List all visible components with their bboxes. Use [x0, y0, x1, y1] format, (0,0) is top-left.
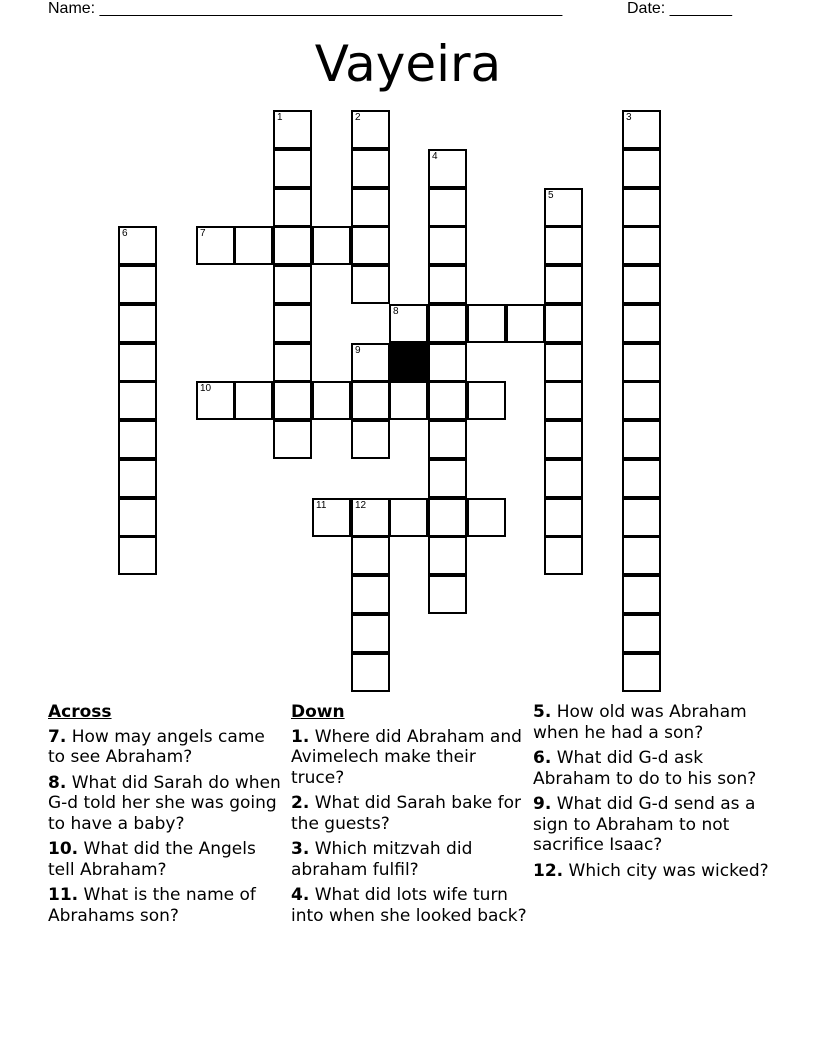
crossword-cell[interactable]	[312, 381, 351, 420]
crossword-cell[interactable]	[389, 381, 428, 420]
crossword-cell[interactable]	[118, 265, 157, 304]
crossword-cell[interactable]	[351, 653, 390, 692]
crossword-cell[interactable]	[544, 381, 583, 420]
crossword-cell[interactable]	[622, 536, 661, 575]
down-heading: Down	[291, 702, 345, 722]
crossword-cell[interactable]	[428, 265, 467, 304]
clue-item	[533, 861, 773, 882]
crossword-cell[interactable]	[389, 498, 428, 537]
crossword-cell[interactable]	[428, 343, 467, 382]
crossword-cell[interactable]	[312, 226, 351, 265]
crossword-cell[interactable]	[622, 265, 661, 304]
crossword-cell[interactable]	[622, 653, 661, 692]
crossword-cell[interactable]	[428, 420, 467, 459]
crossword-cell[interactable]	[118, 304, 157, 343]
clue-item	[533, 794, 773, 856]
clue-text: How may angels came to see Abraham?	[48, 726, 265, 767]
clue-text: What did the Angels tell Abraham?	[48, 839, 256, 880]
crossword-cell[interactable]	[428, 381, 467, 420]
clue-item	[48, 773, 284, 835]
clue-num: 1.	[291, 726, 310, 747]
crossword-cell[interactable]	[196, 381, 235, 420]
crossword-cell[interactable]	[622, 226, 661, 265]
clue-num: 9.	[533, 794, 552, 814]
across-clue-list	[48, 727, 284, 927]
crossword-cell[interactable]	[351, 498, 390, 537]
page-title: Vayeira	[314, 35, 502, 93]
crossword-cell[interactable]	[118, 420, 157, 459]
clue-num: 10.	[48, 839, 79, 859]
clue-number: 6	[122, 228, 128, 239]
crossword-cell[interactable]	[622, 304, 661, 343]
crossword-cell[interactable]	[428, 459, 467, 498]
black-square	[389, 343, 428, 382]
date-field-label: Date: _______	[627, 0, 732, 17]
crossword-cell[interactable]	[196, 226, 235, 265]
crossword-cell[interactable]	[428, 226, 467, 265]
clue-num: 12.	[533, 860, 564, 881]
across-clues	[48, 702, 284, 931]
clue-number: 4	[432, 151, 438, 162]
clue-text: How old was Abraham when he had a son?	[533, 702, 747, 743]
clue-num: 3.	[291, 839, 310, 859]
crossword-cell[interactable]	[544, 498, 583, 537]
crossword-cell[interactable]	[428, 304, 467, 343]
crossword-cell[interactable]	[273, 420, 312, 459]
crossword-cell[interactable]	[544, 304, 583, 343]
clue-num: 4.	[291, 885, 310, 905]
crossword-cell[interactable]	[467, 381, 506, 420]
clue-number: 2	[355, 112, 361, 123]
crossword-cell[interactable]	[389, 304, 428, 343]
clue-text: Which mitzvah did abraham fulfil?	[291, 839, 473, 880]
clue-num: 2.	[291, 793, 310, 813]
clue-num: 5.	[533, 702, 552, 722]
crossword-cell[interactable]	[351, 381, 390, 420]
crossword-cell[interactable]	[467, 304, 506, 343]
crossword-cell[interactable]	[622, 149, 661, 188]
crossword-cell[interactable]	[544, 265, 583, 304]
crossword-cell[interactable]	[351, 614, 390, 653]
crossword-cell[interactable]	[273, 149, 312, 188]
clue-item	[533, 748, 773, 789]
crossword-cell[interactable]	[273, 304, 312, 343]
down-clues-continued	[533, 702, 773, 886]
crossword-cell[interactable]	[622, 575, 661, 614]
crossword-cell[interactable]	[622, 343, 661, 382]
crossword-cell[interactable]	[273, 343, 312, 382]
clue-text: What did Sarah do when G-d told her she was going to have a baby?	[48, 772, 281, 834]
crossword-cell[interactable]	[312, 498, 351, 537]
crossword-cell[interactable]	[118, 343, 157, 382]
clue-number: 3	[626, 112, 632, 123]
clue-item	[48, 839, 284, 880]
crossword-cell[interactable]	[351, 536, 390, 575]
clue-number: 11	[316, 500, 327, 511]
clue-num: 6.	[533, 748, 552, 768]
crossword-cell[interactable]	[351, 343, 390, 382]
crossword-cell[interactable]	[273, 226, 312, 265]
name-field-label: Name: ____________________________________________________	[48, 0, 563, 17]
crossword-cell[interactable]	[118, 381, 157, 420]
clue-num: 11.	[48, 885, 79, 905]
crossword-cell[interactable]	[273, 265, 312, 304]
clue-text: What did Sarah bake for the guests?	[291, 793, 521, 834]
clue-text: Which city was wicked?	[563, 860, 769, 881]
crossword-cell[interactable]	[428, 536, 467, 575]
clue-text: Where did Abraham and Avimelech make their truce?	[291, 726, 522, 788]
clue-num: 7.	[48, 726, 67, 747]
crossword-cell[interactable]	[351, 110, 390, 149]
crossword-cell[interactable]	[544, 420, 583, 459]
crossword-cell[interactable]	[118, 536, 157, 575]
clue-text: What did G-d send as a sign to Abraham to not sacrifice Isaac?	[533, 794, 756, 855]
crossword-cell[interactable]	[622, 110, 661, 149]
clue-number: 7	[200, 228, 206, 239]
down-clues	[291, 702, 527, 931]
crossword-cell[interactable]	[544, 343, 583, 382]
clue-number: 12	[355, 500, 367, 511]
crossword-cell[interactable]	[273, 110, 312, 149]
crossword-cell[interactable]	[351, 420, 390, 459]
clue-num: 8.	[48, 772, 67, 793]
across-heading: Across	[48, 702, 112, 722]
clue-text: What did lots wife turn into when she looked back?	[291, 885, 527, 926]
crossword-cell[interactable]	[622, 498, 661, 537]
down-clue-list	[291, 727, 527, 927]
crossword-cell[interactable]	[118, 498, 157, 537]
crossword-cell[interactable]	[428, 498, 467, 537]
clue-item	[533, 702, 773, 743]
crossword-cell[interactable]	[273, 381, 312, 420]
crossword-cell[interactable]	[351, 188, 390, 227]
clue-number: 10	[200, 383, 212, 394]
crossword-cell[interactable]	[506, 304, 545, 343]
clue-number: 1	[277, 112, 283, 123]
crossword-cell[interactable]	[351, 265, 390, 304]
crossword-cell[interactable]	[351, 575, 390, 614]
crossword-cell[interactable]	[622, 614, 661, 653]
clue-number: 8	[393, 306, 399, 317]
crossword-cell[interactable]	[467, 498, 506, 537]
crossword-cell[interactable]	[622, 420, 661, 459]
crossword-cell[interactable]	[622, 459, 661, 498]
clue-item	[291, 793, 527, 834]
clue-item	[291, 839, 527, 880]
crossword-cell[interactable]	[118, 459, 157, 498]
clue-item	[291, 727, 527, 789]
crossword-cell[interactable]	[234, 381, 273, 420]
crossword-cell[interactable]	[428, 149, 467, 188]
crossword-cell[interactable]	[622, 381, 661, 420]
crossword-cell[interactable]	[273, 188, 312, 227]
clue-item	[291, 885, 527, 926]
clue-text: What is the name of Abrahams son?	[48, 885, 256, 926]
crossword-cell[interactable]	[544, 226, 583, 265]
crossword-cell[interactable]	[544, 188, 583, 227]
crossword-cell[interactable]	[428, 188, 467, 227]
crossword-cell[interactable]	[351, 226, 390, 265]
clue-text: What did G-d ask Abraham to do to his son?	[533, 748, 757, 789]
crossword-cell[interactable]	[544, 459, 583, 498]
clue-number: 5	[548, 190, 554, 201]
crossword-cell[interactable]	[234, 226, 273, 265]
crossword-cell[interactable]	[351, 149, 390, 188]
clue-item	[48, 885, 284, 926]
down-clue-list-continued	[533, 702, 773, 881]
clue-number: 9	[355, 345, 361, 356]
crossword-cell[interactable]	[118, 226, 157, 265]
clue-item	[48, 727, 284, 768]
crossword-cell[interactable]	[428, 575, 467, 614]
crossword-cell[interactable]	[622, 188, 661, 227]
crossword-cell[interactable]	[544, 536, 583, 575]
